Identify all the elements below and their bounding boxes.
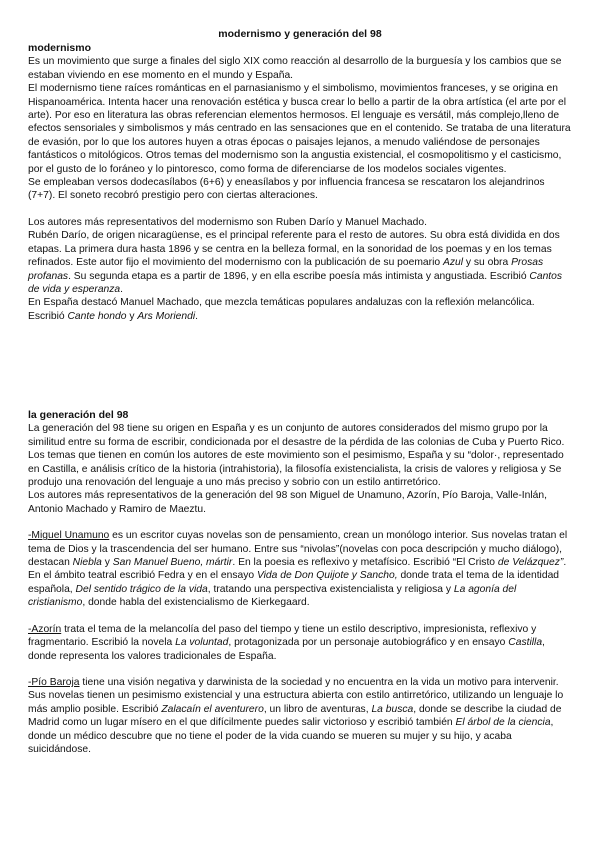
- dario-paragraph: Rubén Darío, de origen nicaragüense, es el principal referente para el resto de autores. Su obra está dividida en dos etapas. La primera dura hasta 1896 y se centra en la belleza formal, en la sonoridad de los poemas y en los temas refinados. Este autor fijo el movimiento del modernismo con la publicación de su poemario Azul y su obra Prosas profanas. Su segunda etapa es a partir de 1896, y en ella escribe poesía más intimista y angustiada. Escribió Cantos de vida y esperanza.: [28, 230, 563, 295]
- g98-paragraph-2: Los temas que tienen en común los autores de este movimiento son el pesimismo, España y su “dolor·, representado en Castilla, e análisis crítico de la historia (intrahistoria), la filosofía existencialista, la crisis de valores y religiosa y Se produjo una renovación del lenguaje a uno más preciso y sobrio con un estilo antirretórico.: [28, 450, 564, 489]
- g98-section: [28, 409, 574, 756]
- work-title: Vida de Don Quijote y Sancho,: [256, 570, 398, 582]
- author-name: -Miguel Unamuno: [28, 530, 110, 542]
- modernismo-paragraph-1: Es un movimiento que surge a finales del siglo XIX como reacción al desarrollo de la burguesía y los cambios que se estaban viviendo en ese momento en el mundo y España.: [28, 56, 562, 81]
- work-title: Azul: [442, 257, 463, 269]
- baroja-paragraph: -Pío Baroja tiene una visión negativa y darwinista de la sociedad y no encuentra en la vida un motivo para intervenir. Sus novelas tienen un pesimismo existencial y una estructura abierta con estilo antirretórico, utilizando un lenguaje lo más amplio posible. Escribió Zalacaín el aventurero, un libro de aventuras, La busca, donde se describe la ciudad de Madrid como un lugar mísero en el que difícilmente puedes salir victorioso y escribió también El árbol de la ciencia, donde un médico descubre que no tiene el poder de la vida cuando se mueren su mujer y su hijo, y acaba suicidándose.: [28, 676, 564, 755]
- modernismo-section: [28, 42, 574, 323]
- work-title: El árbol de la ciencia: [455, 717, 551, 729]
- machado-paragraph: En España destacó Manuel Machado, que mezcla temáticas populares andaluzas con la reflexión melancólica. Escribió Cante hondo y Ars Moriendi.: [28, 297, 535, 322]
- modernismo-paragraph-2: El modernismo tiene raíces románticas en el parnasianismo y el simbolismo, movimientos franceses, y se origina en Hispanoamérica. Intenta hacer una renovación estética y busca crear lo bello a partir de la obra artística (el arte por el arte). Por eso en literatura las obras referencian elementos hermosos. El lenguaje es versátil, más complejo,lleno de efectos sensoriales y simbolismos y más centrado en las sensaciones que en el contenido. Se trataba de una literatura de evasión, por lo que los autores huyen a otras épocas o paisajes lejanos, a menudo valiéndose de personajes fantásticos o mitológicos. Otros temas del modernismo son la angustia existencial, el cosmopolitismo y el casticismo, por el gusto de lo foráneo y lo pintoresco, como forma de diferenciarse de los modelos sociales vigentes.: [28, 83, 571, 175]
- unamuno-paragraph: -Miguel Unamuno es un escritor cuyas novelas son de pensamiento, crean un monólogo interior. Sus novelas tratan el tema de Dios y la trascendencia del ser humano. Entre sus “nivolas”(novelas con poca descripción y mucho diálogo), destacan Niebla y San Manuel Bueno, mártir. En la poesia es reflexivo y metafísico. Escribió “El Cristo de Velázquez”. En el ámbito teatral escribió Fedra y en el ensayo Vida de Don Quijote y Sancho, donde trata el tema de la identidad española, Del sentido trágico de la vida, tratando una perspectiva existencialista y religiosa y La agonía del cristianismo, donde habla del existencialismo de Kierkegaard.: [28, 530, 568, 609]
- work-title: Cantos de vida y esperanza: [28, 270, 563, 295]
- modernismo-paragraph-3: Se empleaban versos dodecasílabos (6+6) y eneasílabos y por influencia francesa se rescataron los alejandrinos (7+7). El soneto recobró prestigio pero con ciertas alteraciones.: [28, 177, 545, 202]
- work-title: Ars Moriendi: [137, 310, 196, 322]
- author-name: -Azorín: [28, 623, 62, 635]
- page-title: modernismo y generación del 98: [218, 28, 382, 40]
- author-name: -Pío Baroja: [28, 676, 80, 688]
- modernismo-paragraph-4: Los autores más representativos del modernismo son Ruben Darío y Manuel Machado.: [28, 216, 427, 228]
- work-title: La voluntad: [175, 637, 229, 649]
- azorin-paragraph: -Azorín trata el tema de la melancolía del paso del tiempo y tiene un estilo descriptivo, impresionista, reflexivo y fragmentario. Escribió la novela La voluntad, protagonizada por un personaje autobiográfico y en ensayo Castilla, donde representa los valores tradicionales de España.: [28, 623, 545, 662]
- g98-paragraph-1: La generación del 98 tiene su origen en España y es un conjunto de autores considerados del mismo grupo por la similitud entre su forma de escribir, condicionada por el desastre de la pérdida de las colonias de Cuba y Puerto Rico.: [28, 423, 565, 448]
- work-title: Castilla: [508, 637, 543, 649]
- work-title: La agonía del cristianismo: [28, 583, 517, 609]
- work-title: Cante hondo: [67, 310, 127, 322]
- work-title: La busca: [371, 703, 414, 715]
- work-title: Niebla: [72, 557, 102, 569]
- g98-heading: la generación del 98: [28, 409, 129, 421]
- work-title: Del sentido trágico de la vida: [75, 583, 208, 595]
- modernismo-heading: modernismo: [28, 42, 92, 54]
- work-title: San Manuel Bueno, mártir: [112, 557, 233, 569]
- work-title: de Velázquez”: [497, 557, 564, 569]
- work-title: Prosas profanas: [28, 257, 544, 282]
- work-title: Zalacaín el aventurero: [161, 703, 264, 715]
- g98-paragraph-3: Los autores más representativos de la generación del 98 son Miguel de Unamuno, Azorín, Pío Baroja, Valle-Inlán, Antonio Machado y Ramiro de Maeztu.: [28, 490, 547, 515]
